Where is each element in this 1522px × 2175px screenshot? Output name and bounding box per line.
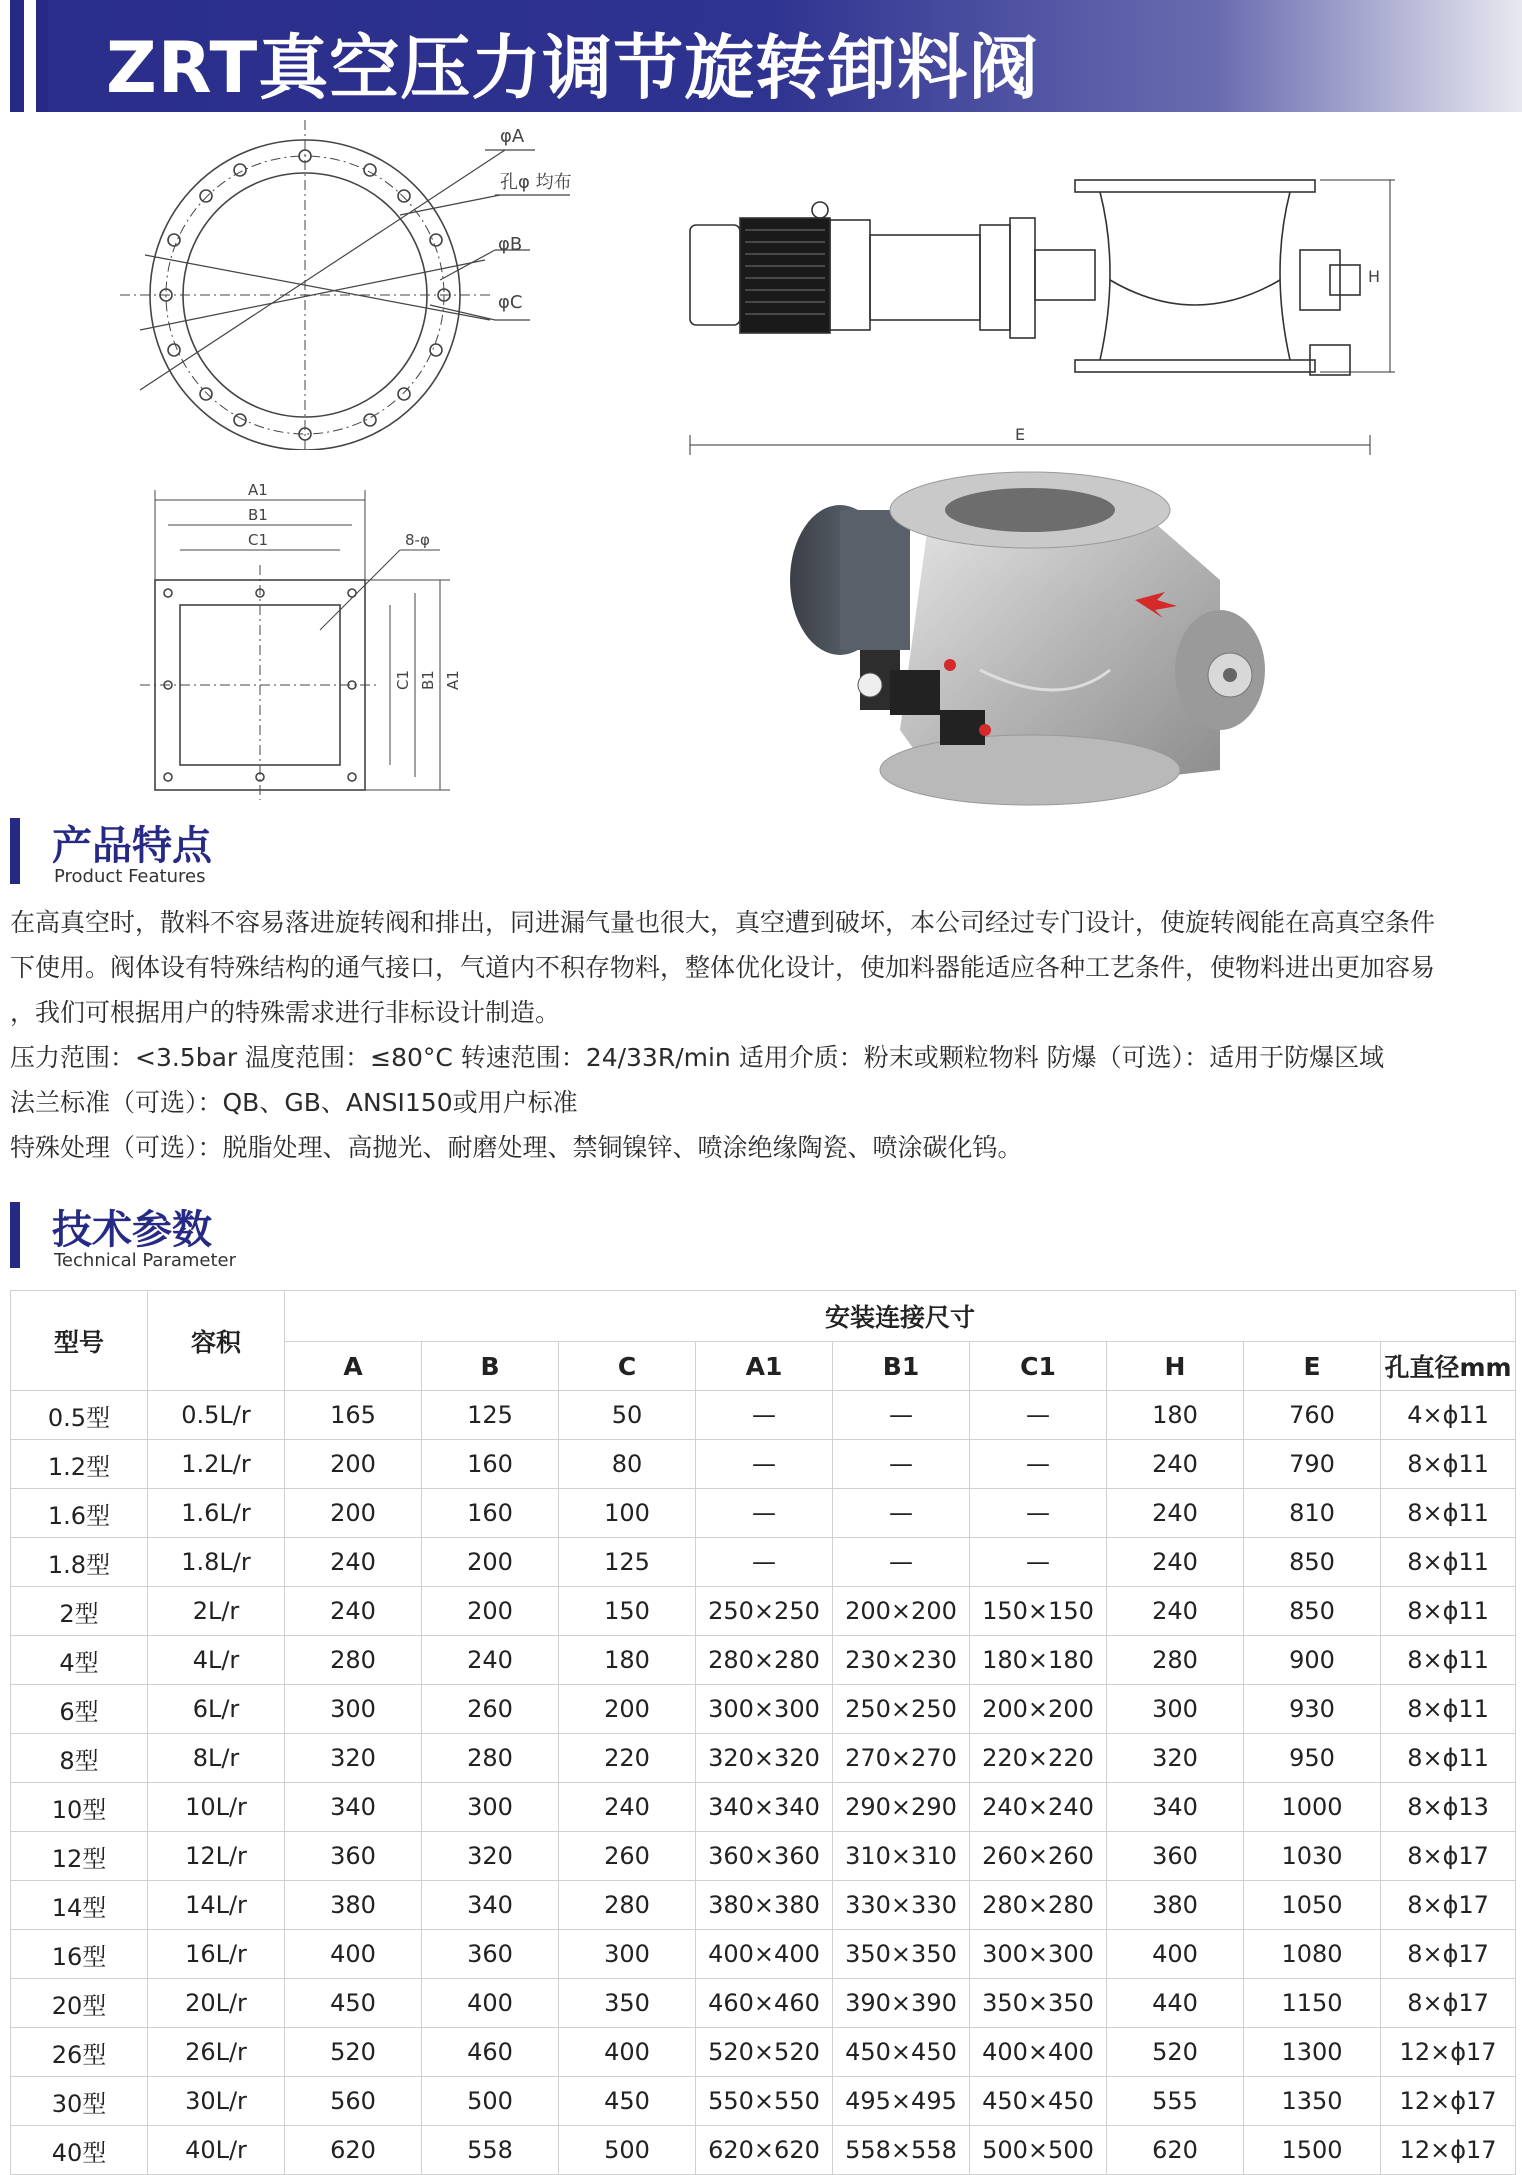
table-cell: 520 bbox=[1107, 2028, 1244, 2077]
table-cell: 340 bbox=[1107, 1783, 1244, 1832]
features-text bbox=[10, 900, 1515, 1170]
table-cell: 260 bbox=[422, 1685, 559, 1734]
table-cell: 8×ϕ17 bbox=[1381, 1930, 1516, 1979]
banner-accent-bar-2 bbox=[36, 0, 48, 112]
table-cell: 320 bbox=[285, 1734, 422, 1783]
table-cell: 500 bbox=[559, 2126, 696, 2175]
table-cell: 320 bbox=[1107, 1734, 1244, 1783]
table-cell: 400 bbox=[559, 2028, 696, 2077]
table-cell: 240 bbox=[1107, 1587, 1244, 1636]
table-cell: 8×ϕ11 bbox=[1381, 1587, 1516, 1636]
features-title: 产品特点 bbox=[52, 823, 212, 869]
round-flange-drawing bbox=[100, 120, 620, 450]
table-row bbox=[11, 1685, 1516, 1734]
table-cell: 360×360 bbox=[696, 1832, 833, 1881]
table-cell: 1500 bbox=[1244, 2126, 1381, 2175]
table-cell: 1.6型 bbox=[11, 1489, 148, 1538]
features-line-5: 法兰标准（可选）：QB、GB、ANSI150或用户标准 bbox=[10, 1088, 578, 1117]
table-cell: 160 bbox=[422, 1440, 559, 1489]
table-cell: — bbox=[696, 1440, 833, 1489]
table-cell: 260 bbox=[559, 1832, 696, 1881]
table-cell: — bbox=[970, 1538, 1107, 1587]
table-cell: 460 bbox=[422, 2028, 559, 2077]
table-cell: 300 bbox=[559, 1930, 696, 1979]
table-cell: 300×300 bbox=[696, 1685, 833, 1734]
table-cell: 8L/r bbox=[148, 1734, 285, 1783]
table-body bbox=[11, 1391, 1516, 2175]
header-model: 型号 bbox=[11, 1291, 148, 1391]
label-phi-a: φA bbox=[500, 126, 525, 147]
table-row bbox=[11, 1587, 1516, 1636]
table-cell: 450 bbox=[559, 2077, 696, 2126]
table-cell: 8×ϕ17 bbox=[1381, 1979, 1516, 2028]
table-cell: 260×260 bbox=[970, 1832, 1107, 1881]
table-cell: 8×ϕ11 bbox=[1381, 1685, 1516, 1734]
table-cell: 1080 bbox=[1244, 1930, 1381, 1979]
table-cell: 0.5L/r bbox=[148, 1391, 285, 1440]
table-cell: — bbox=[970, 1391, 1107, 1440]
table-cell: 14型 bbox=[11, 1881, 148, 1930]
table-cell: 40型 bbox=[11, 2126, 148, 2175]
table-cell: 300 bbox=[285, 1685, 422, 1734]
table-cell: 12×ϕ17 bbox=[1381, 2028, 1516, 2077]
table-cell: 400 bbox=[1107, 1930, 1244, 1979]
label-8-holes: 8-φ bbox=[405, 531, 430, 549]
label-holes: 孔φ 均布 bbox=[500, 172, 572, 193]
square-flange-drawing bbox=[140, 480, 500, 800]
table-cell: 20型 bbox=[11, 1979, 148, 2028]
features-line-3: ，我们可根据用户的特殊需求进行非标设计制造。 bbox=[10, 998, 561, 1027]
table-cell: 350×350 bbox=[970, 1979, 1107, 2028]
table-cell: 125 bbox=[422, 1391, 559, 1440]
table-cell: 900 bbox=[1244, 1636, 1381, 1685]
header-c1: C1 bbox=[970, 1342, 1107, 1391]
page-title: ZRT真空压力调节旋转卸料阀 bbox=[106, 27, 1040, 109]
table-cell: 280 bbox=[422, 1734, 559, 1783]
table-cell: 1300 bbox=[1244, 2028, 1381, 2077]
banner-accent-bar bbox=[10, 0, 24, 112]
table-cell: 200×200 bbox=[970, 1685, 1107, 1734]
table-cell: 270×270 bbox=[833, 1734, 970, 1783]
table-cell: 250×250 bbox=[696, 1587, 833, 1636]
table-cell: 8×ϕ17 bbox=[1381, 1881, 1516, 1930]
table-cell: 620 bbox=[285, 2126, 422, 2175]
table-row bbox=[11, 1489, 1516, 1538]
table-cell: 8×ϕ11 bbox=[1381, 1440, 1516, 1489]
params-heading-bar bbox=[10, 1202, 20, 1268]
table-cell: 8型 bbox=[11, 1734, 148, 1783]
table-cell: — bbox=[833, 1440, 970, 1489]
table-row bbox=[11, 1832, 1516, 1881]
table-cell: 850 bbox=[1244, 1587, 1381, 1636]
table-cell: 500×500 bbox=[970, 2126, 1107, 2175]
table-cell: 200×200 bbox=[833, 1587, 970, 1636]
table-row bbox=[11, 2028, 1516, 2077]
table-cell: 620 bbox=[1107, 2126, 1244, 2175]
parameter-table bbox=[10, 1290, 1516, 2175]
table-cell: 230×230 bbox=[833, 1636, 970, 1685]
features-heading bbox=[10, 818, 410, 888]
table-cell: 340 bbox=[422, 1881, 559, 1930]
table-cell: 220×220 bbox=[970, 1734, 1107, 1783]
features-heading-bar bbox=[10, 818, 20, 884]
table-cell: 400×400 bbox=[970, 2028, 1107, 2077]
table-cell: 0.5型 bbox=[11, 1391, 148, 1440]
table-cell: 200 bbox=[559, 1685, 696, 1734]
table-cell: 240 bbox=[559, 1783, 696, 1832]
table-cell: 6型 bbox=[11, 1685, 148, 1734]
params-title: 技术参数 bbox=[52, 1207, 212, 1253]
table-cell: 495×495 bbox=[833, 2077, 970, 2126]
table-cell: 290×290 bbox=[833, 1783, 970, 1832]
table-cell: 250×250 bbox=[833, 1685, 970, 1734]
table-cell: 8×ϕ11 bbox=[1381, 1489, 1516, 1538]
table-cell: 280 bbox=[285, 1636, 422, 1685]
table-cell: 40L/r bbox=[148, 2126, 285, 2175]
table-cell: 360 bbox=[422, 1930, 559, 1979]
table-cell: 2L/r bbox=[148, 1587, 285, 1636]
table-cell: 520×520 bbox=[696, 2028, 833, 2077]
table-cell: 200 bbox=[422, 1538, 559, 1587]
table-cell: 1050 bbox=[1244, 1881, 1381, 1930]
header-h: H bbox=[1107, 1342, 1244, 1391]
table-cell: 620×620 bbox=[696, 2126, 833, 2175]
table-cell: 240 bbox=[285, 1538, 422, 1587]
table-cell: 810 bbox=[1244, 1489, 1381, 1538]
table-cell: 450×450 bbox=[970, 2077, 1107, 2126]
table-cell: 280×280 bbox=[696, 1636, 833, 1685]
table-cell: 240×240 bbox=[970, 1783, 1107, 1832]
table-cell: 280 bbox=[559, 1881, 696, 1930]
label-b1-side: B1 bbox=[419, 670, 437, 690]
table-cell: — bbox=[696, 1489, 833, 1538]
table-cell: 1.2L/r bbox=[148, 1440, 285, 1489]
table-cell: 12×ϕ17 bbox=[1381, 2126, 1516, 2175]
table-cell: 555 bbox=[1107, 2077, 1244, 2126]
table-cell: 320 bbox=[422, 1832, 559, 1881]
table-cell: 558×558 bbox=[833, 2126, 970, 2175]
header-b: B bbox=[422, 1342, 559, 1391]
table-cell: 930 bbox=[1244, 1685, 1381, 1734]
table-row bbox=[11, 1783, 1516, 1832]
table-cell: 380 bbox=[285, 1881, 422, 1930]
table-cell: — bbox=[833, 1538, 970, 1587]
table-cell: 125 bbox=[559, 1538, 696, 1587]
table-cell: 400 bbox=[285, 1930, 422, 1979]
table-cell: 760 bbox=[1244, 1391, 1381, 1440]
table-cell: 520 bbox=[285, 2028, 422, 2077]
label-phi-b: φB bbox=[498, 234, 523, 255]
table-cell: 1350 bbox=[1244, 2077, 1381, 2126]
label-phi-c: φC bbox=[498, 292, 523, 313]
table-cell: 180 bbox=[1107, 1391, 1244, 1440]
table-cell: — bbox=[833, 1391, 970, 1440]
table-cell: 850 bbox=[1244, 1538, 1381, 1587]
header-e: E bbox=[1244, 1342, 1381, 1391]
table-row bbox=[11, 1979, 1516, 2028]
label-h: H bbox=[1368, 267, 1381, 286]
table-cell: 180 bbox=[559, 1636, 696, 1685]
table-cell: 240 bbox=[422, 1636, 559, 1685]
header-a: A bbox=[285, 1342, 422, 1391]
header-install-dims: 安装连接尺寸 bbox=[285, 1291, 1516, 1342]
label-e: E bbox=[1015, 425, 1026, 444]
table-cell: 360 bbox=[1107, 1832, 1244, 1881]
table-cell: 1.2型 bbox=[11, 1440, 148, 1489]
table-row bbox=[11, 1881, 1516, 1930]
table-cell: 30L/r bbox=[148, 2077, 285, 2126]
table-cell: 300 bbox=[1107, 1685, 1244, 1734]
table-cell: 100 bbox=[559, 1489, 696, 1538]
side-elevation-drawing bbox=[680, 160, 1400, 460]
table-cell: 550×550 bbox=[696, 2077, 833, 2126]
table-cell: 300×300 bbox=[970, 1930, 1107, 1979]
table-cell: 4型 bbox=[11, 1636, 148, 1685]
table-row bbox=[11, 1391, 1516, 1440]
table-cell: 240 bbox=[1107, 1440, 1244, 1489]
table-cell: 380×380 bbox=[696, 1881, 833, 1930]
table-cell: 10型 bbox=[11, 1783, 148, 1832]
table-cell: 558 bbox=[422, 2126, 559, 2175]
title-banner bbox=[10, 0, 1522, 112]
table-cell: — bbox=[696, 1391, 833, 1440]
table-cell: 390×390 bbox=[833, 1979, 970, 2028]
table-cell: 400 bbox=[422, 1979, 559, 2028]
features-line-2: 下使用。阀体设有特殊结构的通气接口，气道内不积存物料，整体优化设计，使加料器能适应各种工艺条件，使物料进出更加容易 bbox=[10, 953, 1436, 982]
table-cell: 340 bbox=[285, 1783, 422, 1832]
table-cell: 320×320 bbox=[696, 1734, 833, 1783]
table-cell: 330×330 bbox=[833, 1881, 970, 1930]
table-cell: 1030 bbox=[1244, 1832, 1381, 1881]
table-cell: 150×150 bbox=[970, 1587, 1107, 1636]
table-cell: 180×180 bbox=[970, 1636, 1107, 1685]
table-cell: 560 bbox=[285, 2077, 422, 2126]
label-c1-side: C1 bbox=[394, 669, 412, 690]
table-cell: 240 bbox=[285, 1587, 422, 1636]
table-cell: 1.8L/r bbox=[148, 1538, 285, 1587]
params-heading bbox=[10, 1202, 410, 1272]
table-cell: 80 bbox=[559, 1440, 696, 1489]
header-b1: B1 bbox=[833, 1342, 970, 1391]
table-row bbox=[11, 1636, 1516, 1685]
table-cell: 26型 bbox=[11, 2028, 148, 2077]
table-cell: 350×350 bbox=[833, 1930, 970, 1979]
table-cell: 1.8型 bbox=[11, 1538, 148, 1587]
table-cell: 160 bbox=[422, 1489, 559, 1538]
table-cell: 380 bbox=[1107, 1881, 1244, 1930]
table-cell: 280 bbox=[1107, 1636, 1244, 1685]
table-cell: 4×ϕ11 bbox=[1381, 1391, 1516, 1440]
table-cell: 14L/r bbox=[148, 1881, 285, 1930]
table-cell: 460×460 bbox=[696, 1979, 833, 2028]
table-cell: 450 bbox=[285, 1979, 422, 2028]
table-cell: 8×ϕ11 bbox=[1381, 1636, 1516, 1685]
table-cell: 1150 bbox=[1244, 1979, 1381, 2028]
table-cell: 8×ϕ11 bbox=[1381, 1734, 1516, 1783]
table-cell: 12L/r bbox=[148, 1832, 285, 1881]
table-cell: 12型 bbox=[11, 1832, 148, 1881]
table-cell: 340×340 bbox=[696, 1783, 833, 1832]
table-cell: 500 bbox=[422, 2077, 559, 2126]
table-cell: 200 bbox=[285, 1440, 422, 1489]
params-subtitle: Technical Parameter bbox=[54, 1250, 237, 1271]
product-photo bbox=[780, 470, 1270, 820]
table-cell: 300 bbox=[422, 1783, 559, 1832]
table-cell: 165 bbox=[285, 1391, 422, 1440]
header-hole-diameter: 孔直径mm bbox=[1381, 1342, 1516, 1391]
table-cell: 200 bbox=[285, 1489, 422, 1538]
table-cell: 20L/r bbox=[148, 1979, 285, 2028]
table-cell: 950 bbox=[1244, 1734, 1381, 1783]
table-cell: 26L/r bbox=[148, 2028, 285, 2077]
table-cell: 50 bbox=[559, 1391, 696, 1440]
table-cell: 450×450 bbox=[833, 2028, 970, 2077]
table-cell: 790 bbox=[1244, 1440, 1381, 1489]
table-cell: 350 bbox=[559, 1979, 696, 2028]
header-c: C bbox=[559, 1342, 696, 1391]
header-volume: 容积 bbox=[148, 1291, 285, 1391]
table-cell: 310×310 bbox=[833, 1832, 970, 1881]
label-b1-top: B1 bbox=[248, 506, 268, 524]
table-cell: 220 bbox=[559, 1734, 696, 1783]
table-cell: — bbox=[970, 1489, 1107, 1538]
table-cell: 240 bbox=[1107, 1538, 1244, 1587]
table-cell: 10L/r bbox=[148, 1783, 285, 1832]
table-row bbox=[11, 2077, 1516, 2126]
table-cell: 8×ϕ13 bbox=[1381, 1783, 1516, 1832]
table-cell: 16型 bbox=[11, 1930, 148, 1979]
table-cell: 4L/r bbox=[148, 1636, 285, 1685]
table-cell: 6L/r bbox=[148, 1685, 285, 1734]
table-cell: 8×ϕ11 bbox=[1381, 1538, 1516, 1587]
table-cell: 360 bbox=[285, 1832, 422, 1881]
table-cell: — bbox=[696, 1538, 833, 1587]
table-row bbox=[11, 1440, 1516, 1489]
table-cell: 1000 bbox=[1244, 1783, 1381, 1832]
table-row bbox=[11, 1538, 1516, 1587]
header-a1: A1 bbox=[696, 1342, 833, 1391]
features-line-1: 在高真空时，散料不容易落进旋转阀和排出，同进漏气量也很大，真空遭到破坏，本公司经过专门设计，使旋转阀能在高真空条件 bbox=[10, 908, 1436, 937]
banner-accent-gap bbox=[24, 0, 36, 112]
label-a1-top: A1 bbox=[248, 481, 268, 499]
table-cell: 280×280 bbox=[970, 1881, 1107, 1930]
table-cell: 8×ϕ17 bbox=[1381, 1832, 1516, 1881]
table-row bbox=[11, 1734, 1516, 1783]
label-a1-side: A1 bbox=[444, 670, 462, 690]
table-cell: 1.6L/r bbox=[148, 1489, 285, 1538]
table-cell: 2型 bbox=[11, 1587, 148, 1636]
table-cell: 240 bbox=[1107, 1489, 1244, 1538]
table-cell: 440 bbox=[1107, 1979, 1244, 2028]
table-cell: 30型 bbox=[11, 2077, 148, 2126]
table-cell: 400×400 bbox=[696, 1930, 833, 1979]
table-cell: 200 bbox=[422, 1587, 559, 1636]
table-cell: 16L/r bbox=[148, 1930, 285, 1979]
features-line-4: 压力范围：<3.5bar 温度范围：≤80°C 转速范围：24/33R/min 适用介质：粉末或颗粒物料 防爆（可选）：适用于防爆区域 bbox=[10, 1043, 1385, 1072]
table-row bbox=[11, 1930, 1516, 1979]
table-row bbox=[11, 2126, 1516, 2175]
table-cell: 12×ϕ17 bbox=[1381, 2077, 1516, 2126]
table-cell: 150 bbox=[559, 1587, 696, 1636]
features-subtitle: Product Features bbox=[54, 866, 206, 887]
label-c1-top: C1 bbox=[248, 531, 269, 549]
table-cell: — bbox=[833, 1489, 970, 1538]
features-line-6: 特殊处理（可选）：脱脂处理、高抛光、耐磨处理、禁铜镍锌、喷涂绝缘陶瓷、喷涂碳化钨。 bbox=[10, 1133, 1023, 1162]
table-cell: — bbox=[970, 1440, 1107, 1489]
